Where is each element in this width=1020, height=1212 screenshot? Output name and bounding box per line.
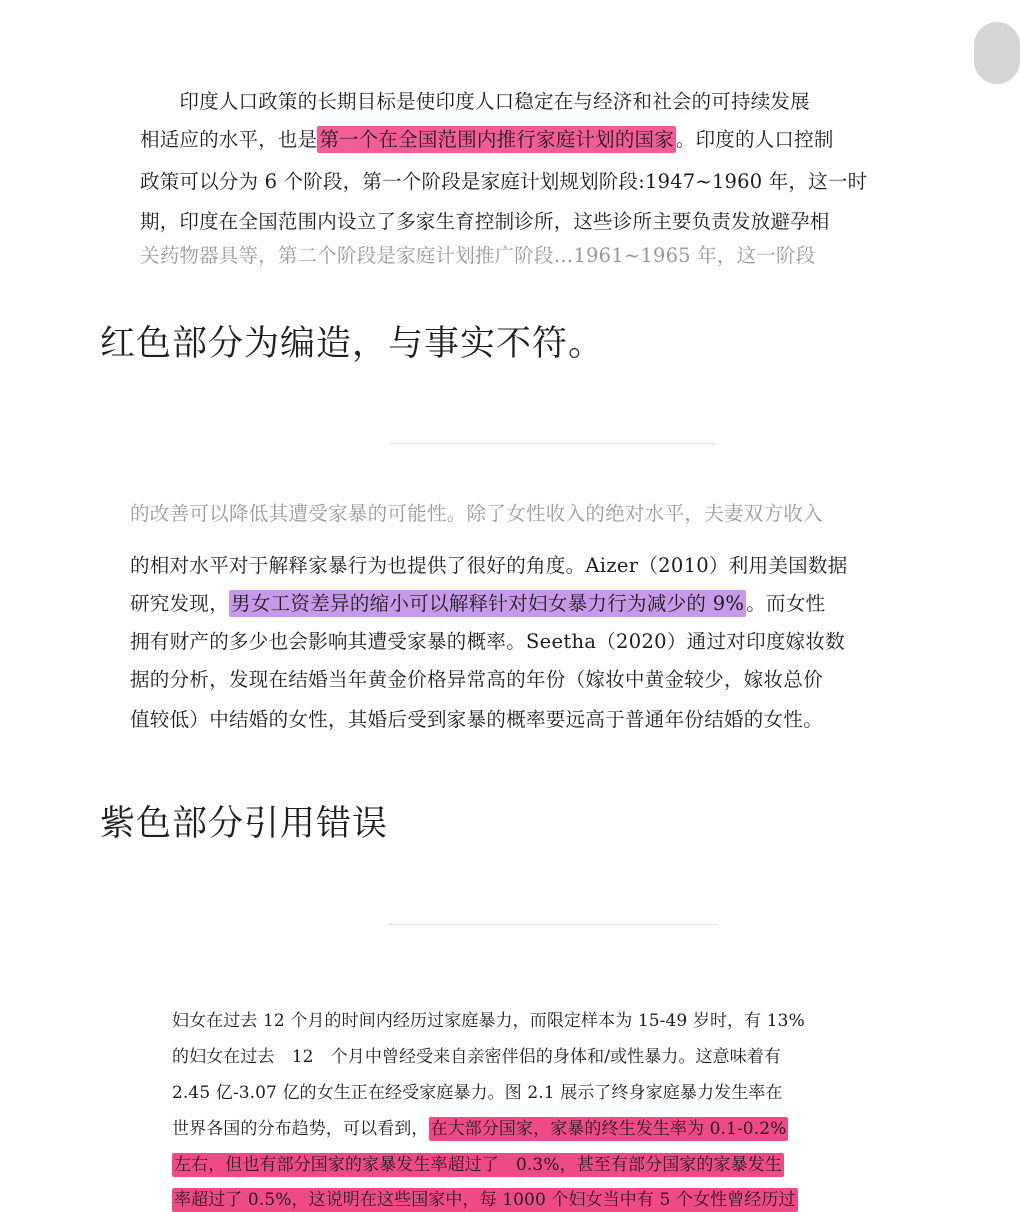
purple-highlight-misquoted: 男女工资差异的缩小可以解释针对妇女暴力行为减少的 9% [231,592,745,615]
red-highlight-fabricated: 第一个在全国范围内推行家庭计划的国家 [319,128,674,151]
excerpt-line: 拥有财产的多少也会影响其遭受家暴的概率。Seetha（2020）通过对印度嫁妆数 [130,630,846,653]
divider [390,443,715,444]
excerpt-line: 政策可以分为 6 个阶段，第一个阶段是家庭计划规划阶段:1947~1960 年，这一时 [140,170,868,193]
document-excerpt-violence-prevalence [150,994,940,1210]
excerpt-line: 期，印度在全国范围内设立了多家生育控制诊所，这些诊所主要负责发放避孕相 [140,210,830,233]
divider [388,924,718,925]
excerpt-line [172,1150,784,1175]
excerpt-line: 相适应的水平，也是 第一个在全国范围内推行家庭计划的国家 。印度的人口控制 [140,128,834,151]
excerpt-line: 的妇女在过去 12 个月中曾经受来自亲密伴侣的身体和/或性暴力。这意味着有 [172,1047,782,1067]
excerpt-line: 据的分析，发现在结婚当年黄金价格异常高的年份（嫁妆中黄金较少，嫁妆总价 [130,668,824,691]
excerpt-line: 研究发现， 男女工资差异的缩小可以解释针对妇女暴力行为减少的 9% 。而女性 [130,592,826,615]
excerpt-line: 妇女在过去 12 个月的时间内经历过家庭暴力，而限定样本为 15-49 岁时，有 13% [172,1011,805,1031]
excerpt-line-cutoff: 关药物器具等，第二个阶段是家庭计划推广阶段…1961~1965 年，这一阶段 [140,244,816,267]
excerpt-line [172,1185,798,1210]
excerpt-line-cutoff: 的改善可以降低其遭受家暴的可能性。除了女性收入的绝对水平，夫妻双方收入 [130,502,824,525]
red-highlight-fabricated: 左右，但也有部分国家的家暴发生率超过了 0.3%，甚至有部分国家的家暴发生 [174,1155,782,1175]
excerpt-line: 世界各国的分布趋势，可以看到， 在大部分国家，家暴的终生发生率为 0.1-0.2% [172,1119,787,1139]
caption-red-fabricated: 红色部分为编造，与事实不符。 [100,324,605,364]
excerpt-line: 印度人口政策的长期目标是使印度人口稳定在与经济和社会的可持续发展 [140,90,810,113]
document-excerpt-domestic-violence-income [110,502,950,742]
document-excerpt-population-policy [100,70,970,267]
red-highlight-fabricated: 在大部分国家，家暴的终生发生率为 0.1-0.2% [430,1119,787,1139]
scrollbar-thumb[interactable] [974,22,1020,84]
red-highlight-fabricated: 率超过了 0.5%，这说明在这些国家中，每 1000 个妇女当中有 5 个女性曾经历过 [174,1190,796,1210]
excerpt-line: 2.45 亿-3.07 亿的女生正在经受家庭暴力。图 2.1 展示了终身家庭暴力发生率在 [172,1083,783,1103]
excerpt-line: 的相对水平对于解释家暴行为也提供了很好的角度。Aizer（2010）利用美国数据 [130,554,848,577]
excerpt-line: 值较低）中结婚的女性，其婚后受到家暴的概率要远高于普通年份结婚的女性。 [130,708,824,731]
caption-purple-misquoted: 紫色部分引用错误 [100,804,389,844]
